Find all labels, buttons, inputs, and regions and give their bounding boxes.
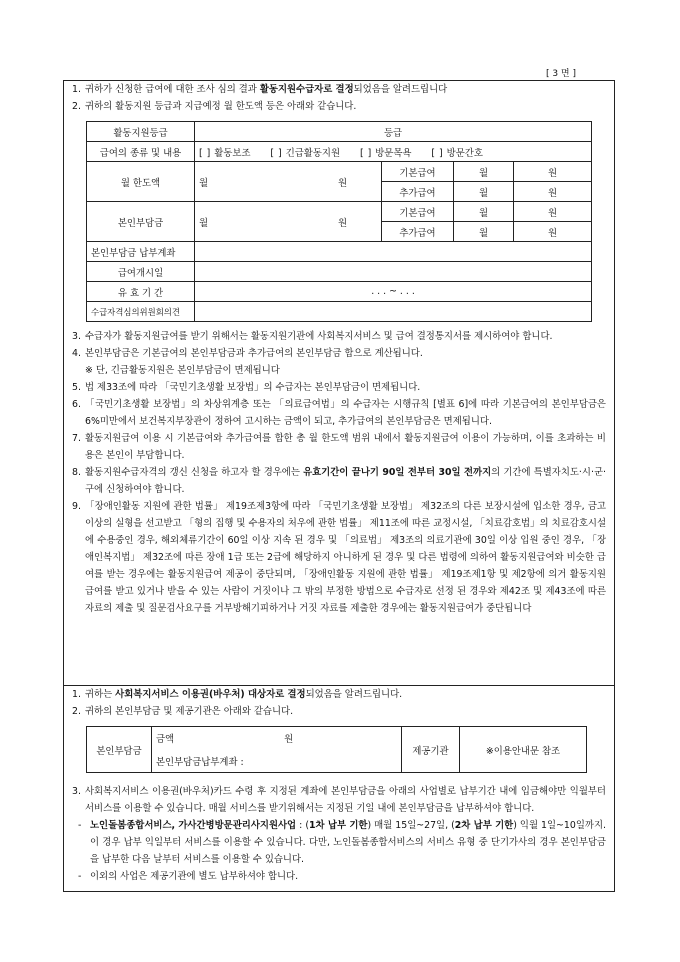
section-activity-support — [72, 81, 606, 617]
account-label: 본인부담금 납부계좌 — [87, 242, 195, 262]
self-pay-label: 본인부담금 — [87, 202, 195, 242]
voucher-self-pay-table — [86, 726, 587, 773]
start-date-label: 급여개시일 — [87, 262, 195, 282]
monthly-limit-value: 월 원 — [195, 162, 382, 202]
note-6: 6. 「국민기초생활 보장법」의 차상위계층 또는 「의료급여법」의 수급자는 시행규칙 [별표 6]에 따라 기본급여의 본인부담금은 6%미만에서 보건복지부장관이 정하여 고시하는 금액이 되고, 추가급여의 본인부담금은 면제됩니다. — [72, 399, 606, 427]
account-value — [195, 242, 592, 262]
section-voucher — [72, 686, 606, 885]
valid-period-value: . . . ~ . . . — [195, 282, 592, 302]
benefit-options: [ ] 활동보조 [ ] 긴급활동지원 [ ] 방문목욕 [ ] 방문간호 — [195, 142, 592, 162]
provider-label: 제공기관 — [402, 727, 460, 773]
voucher-self-pay-label: 본인부담금 — [87, 727, 152, 773]
voucher-item-1: 1. 귀하는 사회복지서비스 이용권(바우처) 대상자로 결정되었음을 알려드립니다. — [72, 689, 403, 700]
start-date-value — [195, 262, 592, 282]
notes-list — [72, 328, 606, 617]
committee-opinion-label: 수급자격심의위원회의견 — [87, 302, 195, 322]
note-5: 5. 법 제33조에 따라 「국민기초생활 보장법」의 수급자는 본인부담금이 면제됩니다. — [72, 382, 421, 393]
page-number: [ 3 면 ] — [545, 69, 576, 79]
voucher-decision-highlight: 사회복지서비스 이용권(바우처) 대상자로 결정 — [115, 689, 306, 700]
renewal-period-highlight: 유효기간이 끝나기 90일 전부터 30일 전까지 — [303, 467, 492, 478]
extra-benefit-label: 추가급여 — [382, 182, 454, 202]
benefit-type-label: 급여의 종류 및 내용 — [87, 142, 195, 162]
notice-item-2: 2. 귀하의 활동지원 등급과 지급예정 월 한도액 등은 아래와 같습니다. — [72, 101, 357, 112]
monthly-limit-label: 월 한도액 — [87, 162, 195, 202]
voucher-item-3: 3. 사회복지서비스 이용권(바우처)카드 수령 후 지정된 계좌에 본인부담금을 아래의 사업별로 납부기간 내에 입금해야만 익월부터 서비스를 이용할 수 있습니다. 매월 서비스를 받기위해서는 지정된 기일 내에 본인부담금을 납부하셔야 합니다. — [72, 786, 606, 814]
activity-grade-table: 활동지원등급 등급 급여의 종류 및 내용 [ ] 활동보조 [ ] 긴급활동지원 [ ] 방문목욕 [ ] 방문간호 월 한도액 월 원 기본급여 월 원 추가급여 월 원 본인부담금 월 원 기본급여 월 원 추가급여 월 원 본인부담금 납부계좌 급여개시일 유 효 기 간 . . . ~ . . . 수급자격심의위원회의견 — [86, 121, 592, 322]
voucher-item-2: 2. 귀하의 본인부담금 및 제공기관은 아래와 같습니다. — [72, 706, 294, 717]
note-8: 8. 활동지원수급자격의 갱신 신청을 하고자 할 경우에는 유효기간이 끝나기 90일 전부터 30일 전까지의 기간에 특별자치도·시·군·구에 신청하여야 합니다. — [72, 467, 606, 495]
valid-period-label: 유 효 기 간 — [87, 282, 195, 302]
note-3: 3. 수급자가 활동지원급여를 받기 위해서는 활동지원기관에 사회복지서비스 및 급여 결정통지서를 제시하여야 합니다. — [72, 331, 553, 342]
note-9: 9. 「장애인활동 지원에 관한 법률」 제19조제3항에 따라 「국민기초생활 보장법」 제32조의 다른 보장시설에 입소한 경우, 금고 이상의 실형을 선고받고 「형의 집행 및 수용자의 처우에 관한 법률」 제11조에 따른 교정시설, 「치료감호법」의 치료감호시설에 수용중인 경우, 해외체류기간이 60일 이상 지속 된 경우 및 「의료법」 제3조의 의료기관에 30일 이상 입원 중인 경우, 「장애인복지법」 제32조에 따른 장애 1급 또는 2급에 해당하지 아니하게 된 경우 및 다른 법령에 의하여 활동지원급여와 비슷한 급여를 받는 경우에는 활동지원급여 제공이 중단되며, 「장애인활동 지원에 관한 법률」 제19조제1항 및 제2항에 의거 활동지원급여를 받고 있거나 받을 수 있는 사람이 거짓이나 그 밖의 부정한 방법으로 수급자로 선정 된 경우와 제42조 및 제43조에 따른 자료의 제출 및 질문검사요구를 거부방해기피하거나 거짓 자료를 제출한 경우에는 활동지원급여가 중단됩니다 — [72, 501, 606, 614]
grade-value: 등급 — [195, 122, 592, 142]
voucher-account: 본인부담금납부계좌 : — [152, 750, 402, 773]
self-pay-value: 월 원 — [195, 202, 382, 242]
basic-benefit-label: 기본급여 — [382, 162, 454, 182]
note-4-exception: ※ 단, 긴급활동지원은 본인부담금이 면제됩니다 — [85, 365, 280, 376]
voucher-amount: 금액 원 — [152, 727, 402, 750]
voucher-dash-1: - 노인돌봄종합서비스, 가사간병방문관리사지원사업 : (1차 납부 기한) 매월 15일~27일, (2차 납부 기한) 익월 1일~10일까지. 이 경우 납부 익일부터 서비스를 이용할 수 있습니다. 다만, 노인돌봄종합서비스의 서비스 유형 중 단기가사의 경우 본인부담금을 납부한 다음 날부터 서비스를 이용할 수 있습니다. — [78, 820, 606, 865]
note-4: 4. 본인부담금은 기본급여의 본인부담금과 추가급여의 본인부담금 합으로 계산됩니다. — [72, 348, 423, 359]
grade-label: 활동지원등급 — [87, 122, 195, 142]
decision-highlight: 활동지원수급자로 결정 — [259, 84, 354, 95]
voucher-dash-2: - 이외의 사업은 제공기관에 별도 납부하셔야 합니다. — [78, 871, 299, 882]
note-7: 7. 활동지원급여 이용 시 기본급여와 추가급여를 합한 총 월 한도액 범위 내에서 활동지원급여 이용이 가능하며, 이를 초과하는 비용은 본인이 부담합니다. — [72, 433, 606, 461]
notice-item-1: 1. 귀하가 신청한 급여에 대한 조사 심의 결과 활동지원수급자로 결정되었음을 알려드립니다 — [72, 84, 448, 95]
notice-document — [63, 80, 615, 892]
provider-value: ※이용안내문 참조 — [460, 727, 587, 773]
committee-opinion-value — [195, 302, 592, 322]
